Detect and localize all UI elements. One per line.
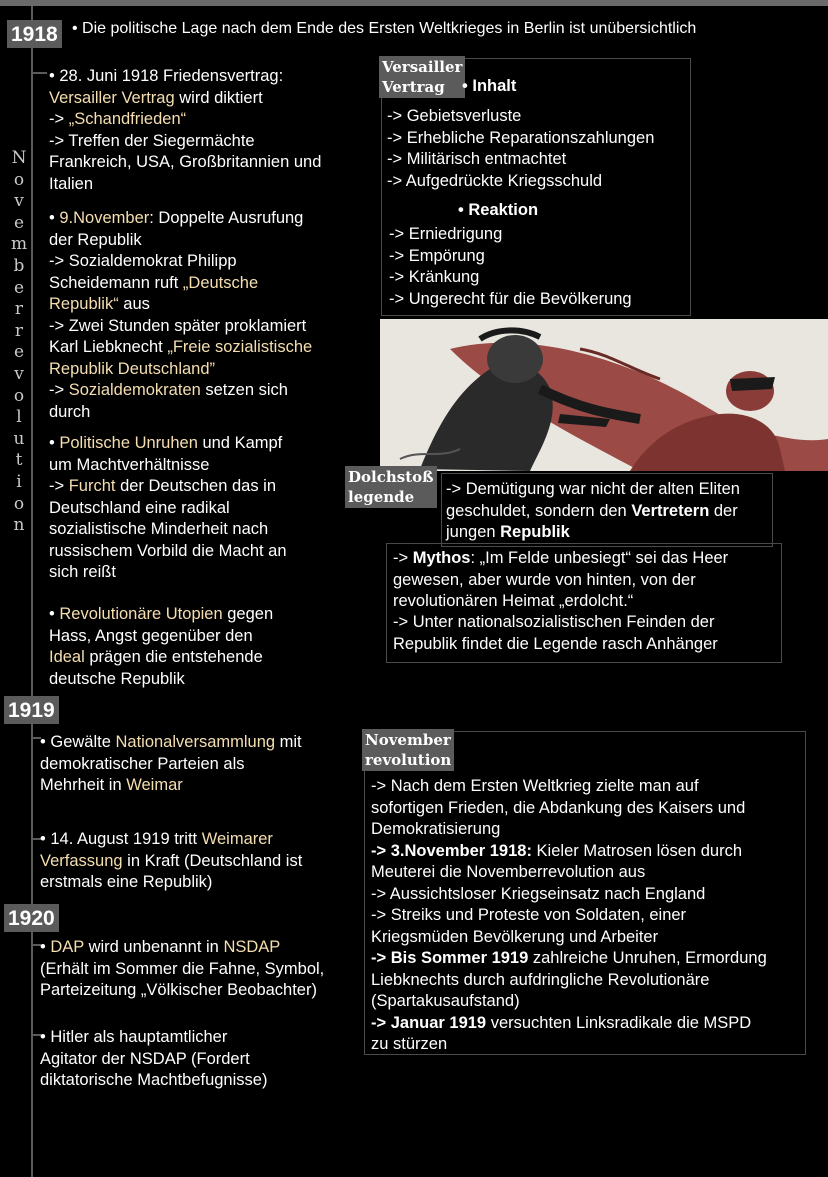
entry-nsdap: • DAP wird unbenannt in NSDAP (Erhält im Sommer die Fahne, Symbol, Parteizeitung „Völkischer Beobachter) bbox=[40, 938, 325, 999]
revolution-box-content: -> Nach dem Ersten Weltkrieg zielte man auf sofortigen Frieden, die Abdankung des Kaisers und Demokratisierung -> 3.November 1918: Kieler Matrosen lösen durch Meuterei die Novemberrevolution aus -> Aussichtsloser Kriegseinsatz nach England -> Streiks und Proteste von Soldaten, einer Kriegsmüden Bevölkerung und Arbeiter -> Bis Sommer 1919 zahlreiche Unruhen, Ermordung Liebknechts durch aufdringliche Revolutionäre (Spartakusaufstand) -> Januar 1919 versuchten Linksradikale die MSPD zu stürzen bbox=[371, 777, 767, 1053]
list-item: -> Empörung bbox=[389, 246, 485, 265]
entry-versailles: • 28. Juni 1918 Friedensvertrag: Versailler Vertrag wird diktiert -> „Schandfrieden“ -> Treffen der Siegermächte Frankreich, USA, Großbritannien und Italien bbox=[49, 67, 322, 193]
header-note: • Die politische Lage nach dem Ende des Ersten Weltkrieges in Berlin ist unübersichtlich bbox=[72, 20, 697, 37]
dolchstoss-caricature bbox=[380, 319, 828, 471]
list-item: -> Kränkung bbox=[389, 268, 480, 286]
dolchstoss-box-label: Dolchstoß legende bbox=[345, 466, 437, 508]
entry-national-assembly: • Gewälte Nationalversammlung mit demokratischer Parteien als Mehrheit in Weimar bbox=[40, 733, 302, 794]
list-item: -> Gebietsverluste bbox=[387, 107, 522, 125]
entry-unrest: • Politische Unruhen und Kampf um Machtverhältnisse -> Furcht der Deutschen das in Deutschland eine radikal sozialistische Minderheit nach russischem Vorbild die Macht an sich reißt bbox=[49, 434, 287, 581]
versailles-content-heading: • Inhalt bbox=[462, 77, 517, 95]
versailles-reaction-list bbox=[389, 224, 632, 310]
caricature-illustration bbox=[380, 319, 828, 471]
year-1918: 1918 bbox=[7, 20, 62, 48]
entry-utopia: • Revolutionäre Utopien gegen Hass, Angst gegenüber den Ideal prägen die entstehende deutsche Republik bbox=[49, 605, 274, 688]
versailles-box-label: Versailler Vertrag bbox=[379, 56, 465, 98]
dolchstoss-paragraph-3: -> Unter nationalsozialistischen Feinden der Republik findet die Legende rasch Anhänger bbox=[393, 613, 718, 653]
revolution-box-label: November revolution bbox=[362, 729, 454, 771]
entry-weimar-constitution: • 14. August 1919 tritt Weimarer Verfassung in Kraft (Deutschland ist erstmals eine Republik) bbox=[40, 830, 303, 891]
top-bar bbox=[0, 0, 828, 6]
year-1920: 1920 bbox=[4, 904, 59, 932]
list-item: -> Aufgedrückte Kriegsschuld bbox=[387, 171, 603, 190]
vertical-word-novemberrevolution: N o v e m b e r r e v o l u t i o n bbox=[11, 148, 28, 536]
dolchstoss-paragraph-1: -> Demütigung war nicht der alten Eliten geschuldet, sondern den Vertretern der jungen Republik bbox=[446, 480, 740, 541]
list-item: -> Militärisch entmachtet bbox=[387, 150, 567, 168]
versailles-reaction-heading: • Reaktion bbox=[458, 201, 539, 219]
timeline-connector bbox=[33, 72, 47, 74]
dolchstoss-paragraph-2: -> Mythos: „Im Felde unbesiegt“ sei das Heer gewesen, aber wurde von hinten, von der revolutionären Heimat „erdolcht.“ bbox=[393, 549, 729, 610]
versailles-content-list bbox=[387, 106, 654, 192]
list-item: -> Ungerecht für die Bevölkerung bbox=[389, 289, 632, 308]
entry-november-9: • 9.November: Doppelte Ausrufung der Republik -> Sozialdemokrat Philipp Scheidemann ruft „Deutsche Republik“ aus -> Zwei Stunden später proklamiert Karl Liebknecht „Freie sozialistische Republik Deutschland” -> Sozialdemokraten setzen sich durch bbox=[49, 209, 313, 421]
timeline-line bbox=[31, 6, 33, 1177]
list-item: -> Erhebliche Reparationszahlungen bbox=[387, 128, 655, 147]
entry-hitler: • Hitler als hauptamtlicher Agitator der NSDAP (Fordert diktatorische Machtbefugnisse) bbox=[40, 1028, 268, 1089]
list-item: -> Erniedrigung bbox=[389, 225, 503, 243]
year-1919: 1919 bbox=[4, 696, 59, 724]
